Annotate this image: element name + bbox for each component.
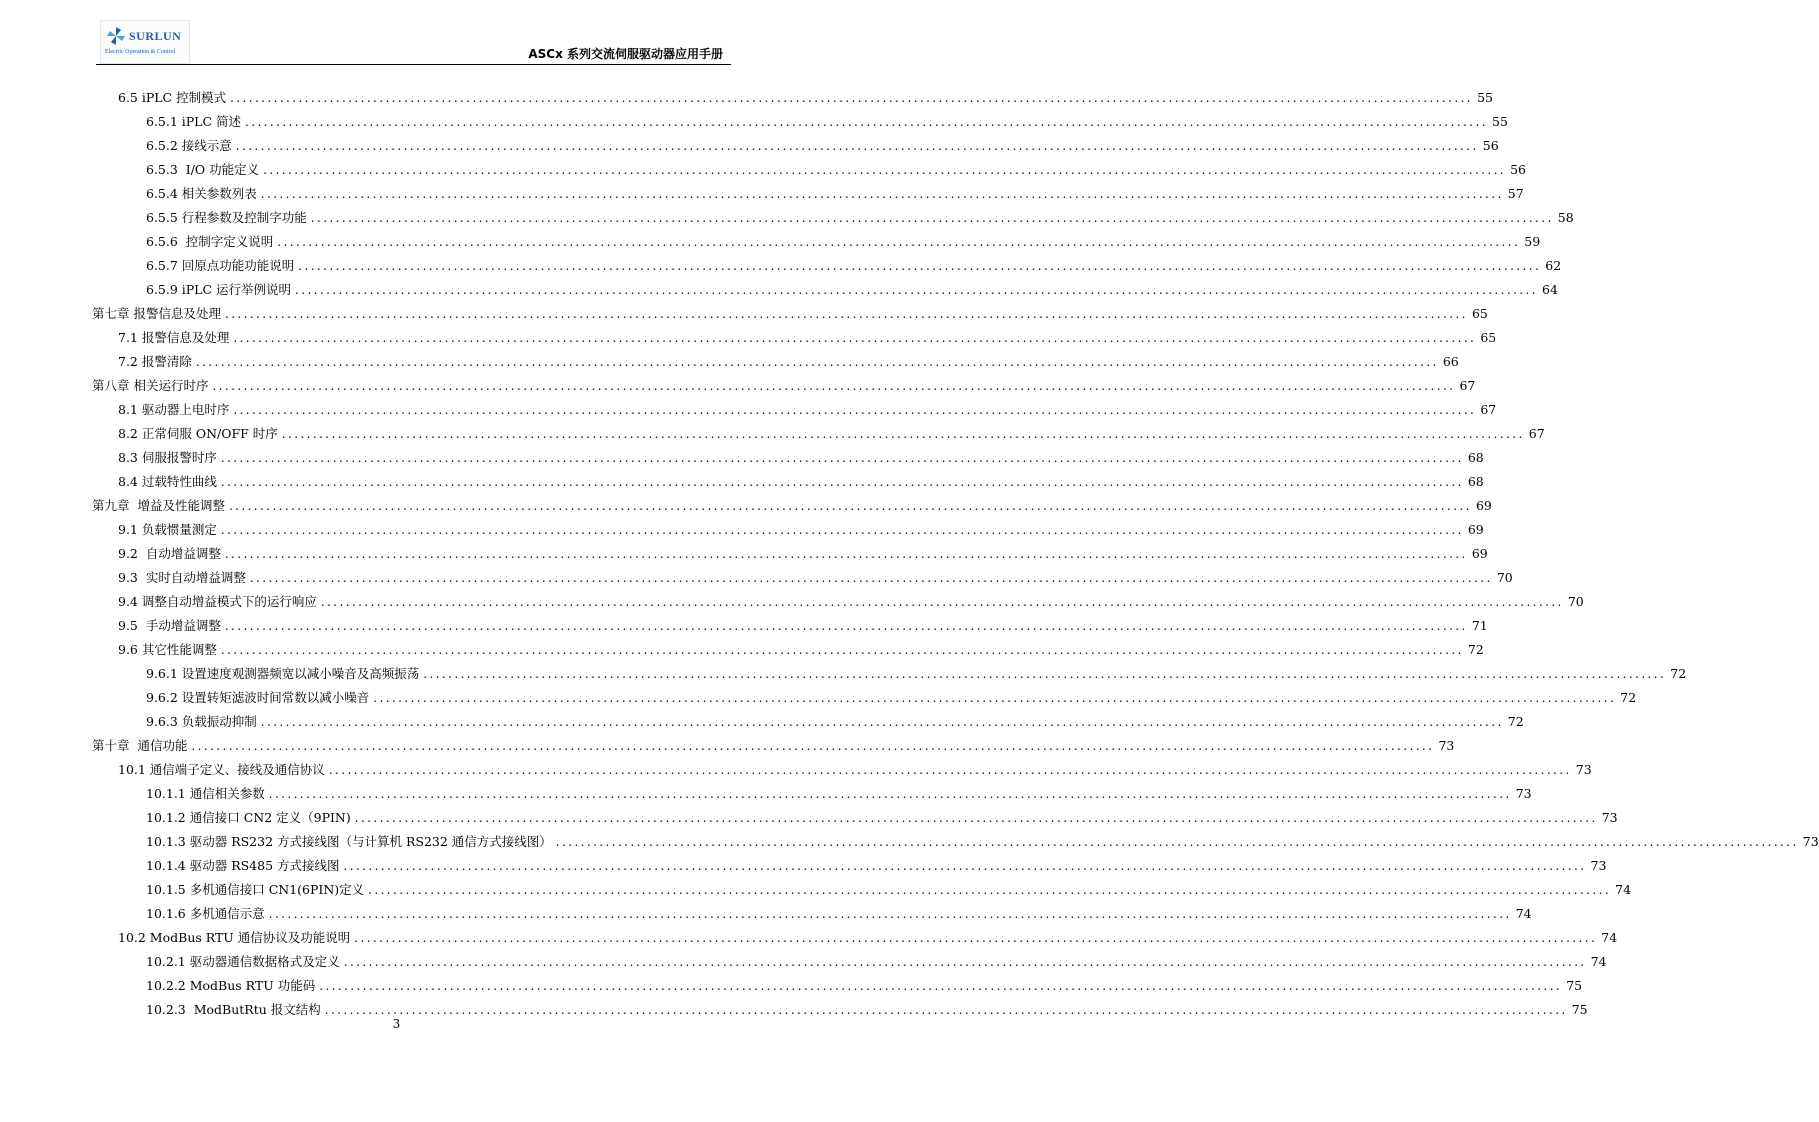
toc-entry-page: 70 bbox=[1496, 570, 1513, 585]
toc-entry-page: 73 bbox=[1590, 858, 1607, 873]
toc-entry[interactable] bbox=[118, 514, 1484, 538]
toc-entry-page: 59 bbox=[1524, 234, 1541, 249]
toc-entry[interactable] bbox=[118, 442, 1484, 466]
toc-entry-title: 10.2.3 ModButRtu 报文结构 bbox=[146, 1002, 321, 1017]
toc-entry[interactable] bbox=[146, 130, 1499, 154]
toc-entry-title: 7.1 报警信息及处理 bbox=[118, 330, 230, 345]
toc-leader-dots: ........................................................................................................................................................................................................ bbox=[354, 811, 1598, 825]
toc-entry-title: 10.2.1 驱动器通信数据格式及定义 bbox=[146, 954, 340, 969]
toc-leader-dots: ........................................................................................................................................................................................................ bbox=[277, 235, 1521, 249]
toc-entry[interactable] bbox=[146, 826, 1819, 850]
toc-entry-title: 10.1.3 驱动器 RS232 方式接线图（与计算机 RS232 通信方式接线图） bbox=[146, 834, 552, 849]
toc-entry-page: 73 bbox=[1515, 786, 1532, 801]
toc-entry-page: 72 bbox=[1467, 642, 1484, 657]
toc-entry[interactable] bbox=[118, 562, 1513, 586]
toc-entry-title: 第九章 增益及性能调整 bbox=[92, 498, 225, 513]
toc-leader-dots: ........................................................................................................................................................................................................ bbox=[245, 115, 1488, 129]
toc-leader-dots: ........................................................................................................................................................................................................ bbox=[228, 499, 1472, 513]
toc-leader-dots: ........................................................................................................................................................................................................ bbox=[354, 931, 1598, 945]
toc-entry-title: 10.2.2 ModBus RTU 功能码 bbox=[146, 978, 316, 993]
toc-leader-dots: ........................................................................................................................................................................................................ bbox=[220, 523, 1464, 537]
toc-entry-page: 74 bbox=[1515, 906, 1532, 921]
page-number: 3 bbox=[392, 1017, 401, 1031]
toc-entry-title: 10.1.4 驱动器 RS485 方式接线图 bbox=[146, 858, 340, 873]
toc-leader-dots: ........................................................................................................................................................................................................ bbox=[423, 667, 1667, 681]
toc-entry-title: 6.5.4 相关参数列表 bbox=[146, 186, 257, 201]
toc-leader-dots: ........................................................................................................................................................................................................ bbox=[220, 475, 1464, 489]
toc-entry-page: 74 bbox=[1601, 930, 1618, 945]
toc-entry-page: 65 bbox=[1480, 330, 1497, 345]
toc-entry-title: 8.2 正常伺服 ON/OFF 时序 bbox=[118, 426, 278, 441]
toc-entry[interactable] bbox=[146, 658, 1687, 682]
toc-entry[interactable] bbox=[146, 682, 1637, 706]
toc-entry[interactable] bbox=[118, 922, 1618, 946]
toc-leader-dots: ........................................................................................................................................................................................................ bbox=[373, 691, 1617, 705]
toc-entry-title: 10.1 通信端子定义、接线及通信协议 bbox=[118, 762, 325, 777]
toc-entry[interactable] bbox=[146, 994, 1588, 1018]
toc-entry-title: 6.5.5 行程参数及控制字功能 bbox=[146, 210, 307, 225]
toc-entry-title: 6.5.6 控制字定义说明 bbox=[146, 234, 274, 249]
toc-entry-title: 7.2 报警清除 bbox=[118, 354, 192, 369]
toc-leader-dots: ........................................................................................................................................................................................................ bbox=[233, 403, 1477, 417]
toc-leader-dots: ........................................................................................................................................................................................................ bbox=[343, 859, 1587, 873]
toc-leader-dots: ........................................................................................................................................................................................................ bbox=[368, 883, 1612, 897]
company-logo bbox=[100, 20, 190, 64]
toc-leader-dots: ........................................................................................................................................................................................................ bbox=[233, 331, 1477, 345]
toc-entry-page: 71 bbox=[1471, 618, 1488, 633]
toc-entry-title: 第八章 相关运行时序 bbox=[92, 378, 209, 393]
toc-entry-page: 72 bbox=[1620, 690, 1637, 705]
toc-entry[interactable] bbox=[118, 538, 1488, 562]
toc-entry-title: 8.1 驱动器上电时序 bbox=[118, 402, 230, 417]
toc-entry-page: 68 bbox=[1467, 450, 1484, 465]
toc-entry-title: 10.2 ModBus RTU 通信协议及功能说明 bbox=[118, 930, 351, 945]
toc-entry-title: 9.2 自动增益调整 bbox=[118, 546, 221, 561]
toc-entry[interactable] bbox=[146, 874, 1632, 898]
toc-entry[interactable] bbox=[118, 322, 1497, 346]
toc-entry-title: 10.1.1 通信相关参数 bbox=[146, 786, 265, 801]
toc-leader-dots: ........................................................................................................................................................................................................ bbox=[230, 91, 1473, 105]
toc-leader-dots: ........................................................................................................................................................................................................ bbox=[235, 139, 1479, 153]
toc-entry-title: 9.6.3 负载振动抑制 bbox=[146, 714, 257, 729]
toc-entry-page: 69 bbox=[1475, 498, 1492, 513]
toc-entry-title: 10.1.6 多机通信示意 bbox=[146, 906, 265, 921]
toc-entry-title: 9.5 手动增益调整 bbox=[118, 618, 221, 633]
document-title: ASCx 系列交流伺服驱动器应用手册 bbox=[528, 47, 723, 61]
toc-leader-dots: ........................................................................................................................................................................................................ bbox=[191, 739, 1435, 753]
toc-leader-dots: ........................................................................................................................................................................................................ bbox=[212, 379, 1456, 393]
toc-entry-title: 第十章 通信功能 bbox=[92, 738, 188, 753]
toc-leader-dots: ........................................................................................................................................................................................................ bbox=[555, 835, 1799, 849]
toc-entry-page: 69 bbox=[1471, 546, 1488, 561]
toc-entry-page: 73 bbox=[1575, 762, 1592, 777]
toc-entry-title: 6.5.7 回原点功能功能说明 bbox=[146, 258, 295, 273]
toc-entry-page: 74 bbox=[1590, 954, 1607, 969]
toc-entry-page: 73 bbox=[1601, 810, 1618, 825]
toc-entry[interactable] bbox=[118, 82, 1493, 106]
toc-leader-dots: ........................................................................................................................................................................................................ bbox=[324, 1003, 1568, 1017]
toc-entry-title: 6.5 iPLC 控制模式 bbox=[118, 90, 227, 105]
toc-leader-dots: ........................................................................................................................................................................................................ bbox=[249, 571, 1493, 585]
toc-entry-page: 65 bbox=[1471, 306, 1488, 321]
toc-leader-dots: ........................................................................................................................................................................................................ bbox=[319, 979, 1563, 993]
toc-entry-page: 67 bbox=[1480, 402, 1497, 417]
toc-entry-title: 6.5.1 iPLC 简述 bbox=[146, 114, 242, 129]
toc-entry-page: 57 bbox=[1507, 186, 1524, 201]
toc-entry[interactable] bbox=[146, 850, 1607, 874]
toc-leader-dots: ........................................................................................................................................................................................................ bbox=[220, 451, 1464, 465]
toc-entry[interactable] bbox=[118, 394, 1497, 418]
toc-entry-title: 9.3 实时自动增益调整 bbox=[118, 570, 246, 585]
toc-entry[interactable] bbox=[118, 634, 1484, 658]
toc-entry[interactable] bbox=[146, 946, 1607, 970]
toc-entry-page: 69 bbox=[1467, 522, 1484, 537]
toc-entry-page: 62 bbox=[1545, 258, 1562, 273]
toc-entry-page: 55 bbox=[1477, 90, 1493, 105]
toc-entry[interactable] bbox=[118, 466, 1484, 490]
toc-entry-page: 72 bbox=[1670, 666, 1687, 681]
toc-entry[interactable] bbox=[118, 586, 1584, 610]
logo-tagline: Electric Operation & Control bbox=[105, 49, 176, 55]
toc-entry-page: 64 bbox=[1542, 282, 1558, 297]
toc-entry[interactable] bbox=[146, 706, 1524, 730]
toc-entry-page: 56 bbox=[1482, 138, 1499, 153]
toc-entry[interactable] bbox=[146, 898, 1532, 922]
toc-entry-page: 72 bbox=[1507, 714, 1524, 729]
toc-entry-page: 74 bbox=[1615, 882, 1632, 897]
toc-entry-title: 10.1.5 多机通信接口 CN1(6PIN)定义 bbox=[146, 882, 365, 897]
toc-entry[interactable] bbox=[146, 274, 1558, 298]
toc-entry-page: 66 bbox=[1442, 354, 1459, 369]
toc-leader-dots: ........................................................................................................................................................................................................ bbox=[195, 355, 1439, 369]
toc-entry[interactable] bbox=[146, 106, 1508, 130]
toc-entry[interactable] bbox=[146, 970, 1583, 994]
toc-entry-title: 10.1.2 通信接口 CN2 定义（9PIN) bbox=[146, 810, 351, 825]
toc-entry-title: 8.3 伺服报警时序 bbox=[118, 450, 217, 465]
toc-entry[interactable] bbox=[118, 346, 1459, 370]
toc-leader-dots: ........................................................................................................................................................................................................ bbox=[328, 763, 1572, 777]
toc-entry[interactable] bbox=[146, 226, 1541, 250]
toc-entry-title: 9.4 调整自动增益模式下的运行响应 bbox=[118, 594, 317, 609]
toc-entry[interactable] bbox=[146, 202, 1574, 226]
toc-entry-page: 75 bbox=[1566, 978, 1583, 993]
toc-leader-dots: ........................................................................................................................................................................................................ bbox=[281, 427, 1525, 441]
toc-entry[interactable] bbox=[146, 778, 1532, 802]
toc-leader-dots: ........................................................................................................................................................................................................ bbox=[343, 955, 1587, 969]
toc-entry-title: 9.1 负载惯量测定 bbox=[118, 522, 217, 537]
toc-entry-page: 67 bbox=[1528, 426, 1545, 441]
toc-entry[interactable] bbox=[92, 730, 1455, 754]
toc-entry[interactable] bbox=[146, 154, 1527, 178]
toc-entry[interactable] bbox=[92, 370, 1476, 394]
toc-leader-dots: ........................................................................................................................................................................................................ bbox=[260, 187, 1504, 201]
toc-leader-dots: ........................................................................................................................................................................................................ bbox=[220, 643, 1464, 657]
toc-entry[interactable] bbox=[146, 178, 1524, 202]
toc-entry-title: 9.6.2 设置转矩滤波时间常数以减小噪音 bbox=[146, 690, 370, 705]
toc-entry-page: 73 bbox=[1438, 738, 1455, 753]
toc-entry-page: 55 bbox=[1492, 114, 1508, 129]
toc-entry-page: 68 bbox=[1467, 474, 1484, 489]
toc-entry-title: 6.5.9 iPLC 运行举例说明 bbox=[146, 282, 292, 297]
toc-entry-page: 73 bbox=[1802, 834, 1819, 849]
toc-entry-title: 8.4 过载特性曲线 bbox=[118, 474, 217, 489]
toc-entry[interactable] bbox=[118, 418, 1545, 442]
toc-entry-page: 70 bbox=[1567, 594, 1584, 609]
toc-leader-dots: ........................................................................................................................................................................................................ bbox=[260, 715, 1504, 729]
toc-entry-title: 6.5.2 接线示意 bbox=[146, 138, 232, 153]
toc-entry-title: 6.5.3 I/O 功能定义 bbox=[146, 162, 260, 177]
toc-leader-dots: ........................................................................................................................................................................................................ bbox=[224, 307, 1468, 321]
toc-entry[interactable] bbox=[118, 754, 1592, 778]
toc-entry-page: 67 bbox=[1459, 378, 1476, 393]
toc-entry[interactable] bbox=[146, 802, 1618, 826]
toc-leader-dots: ........................................................................................................................................................................................................ bbox=[224, 619, 1468, 633]
toc-entry-title: 9.6.1 设置速度观测器频宽以减小噪音及高频振荡 bbox=[146, 666, 420, 681]
toc-entry-page: 75 bbox=[1571, 1002, 1588, 1017]
pinwheel-logo-icon bbox=[106, 26, 126, 46]
toc-leader-dots: ........................................................................................................................................................................................................ bbox=[295, 283, 1538, 297]
toc-leader-dots: ........................................................................................................................................................................................................ bbox=[298, 259, 1542, 273]
toc-leader-dots: ........................................................................................................................................................................................................ bbox=[268, 907, 1512, 921]
header-divider bbox=[96, 64, 731, 65]
toc-leader-dots: ........................................................................................................................................................................................................ bbox=[310, 211, 1554, 225]
toc-leader-dots: ........................................................................................................................................................................................................ bbox=[224, 547, 1468, 561]
toc-entry-page: 56 bbox=[1510, 162, 1527, 177]
toc-entry[interactable] bbox=[92, 490, 1492, 514]
toc-entry-page: 58 bbox=[1557, 210, 1574, 225]
logo-name: SURLUN bbox=[129, 29, 182, 43]
toc-entry[interactable] bbox=[146, 250, 1562, 274]
toc-leader-dots: ........................................................................................................................................................................................................ bbox=[268, 787, 1512, 801]
toc-entry[interactable] bbox=[92, 298, 1488, 322]
toc-entry-title: 9.6 其它性能调整 bbox=[118, 642, 217, 657]
toc-leader-dots: ........................................................................................................................................................................................................ bbox=[320, 595, 1564, 609]
toc-leader-dots: ........................................................................................................................................................................................................ bbox=[263, 163, 1507, 177]
toc-entry-title: 第七章 报警信息及处理 bbox=[92, 306, 221, 321]
toc-entry[interactable] bbox=[118, 610, 1488, 634]
